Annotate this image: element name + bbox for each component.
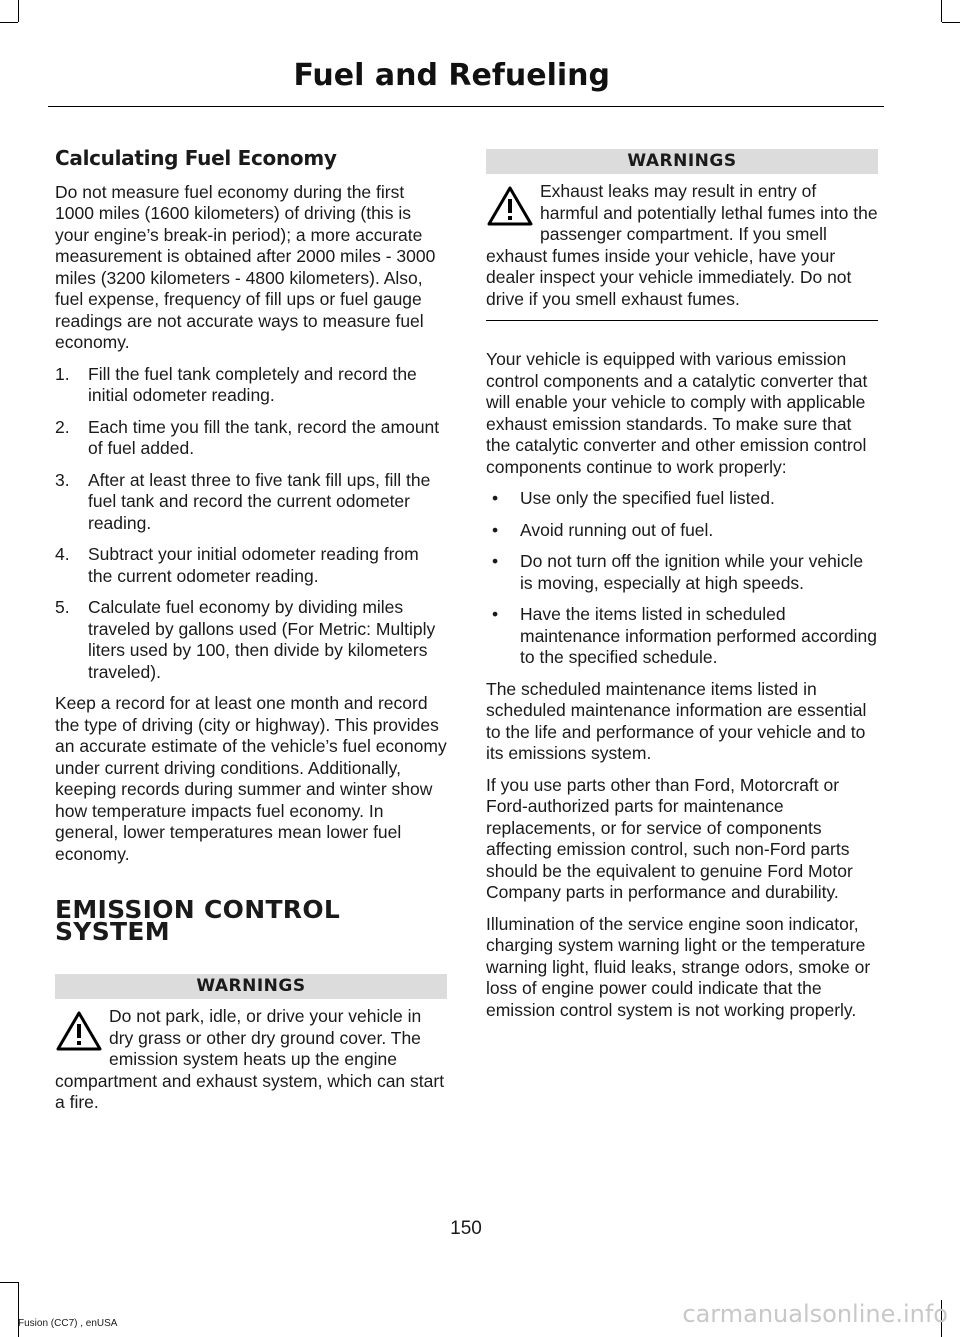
list-item [486,604,878,669]
list-item [55,597,447,683]
list-item [486,551,878,594]
subsection-heading: Calculating Fuel Economy [55,146,337,170]
warning-label: WARNINGS [55,974,447,999]
step-number: 2. [55,416,70,437]
step-text: Calculate fuel economy by dividing miles traveled by gallons used (For Metric: Multiply liters used by 100, then divide by kilometers traveled). [88,597,436,682]
warning-text: Exhaust leaks may result in entry of harmful and potentially lethal fumes into the passenger compartment. If you smell exhaust fumes inside your vehicle, have your dealer inspect your vehicle immediately. Do not drive if you smell exhaust fumes. [486,181,878,309]
bullet-text: Use only the specified fuel listed. [520,488,775,508]
closing-paragraph: Keep a record for at least one month and record the type of driving (city or highway). This provides an accurate estimate of the vehicle’s fuel economy under current driving conditions. Additionally, keeping records during summer and winter show how temperature impacts fuel economy. In general, lower temperatures mean lower fuel economy. [55,693,447,864]
maintenance-paragraph: The scheduled maintenance items listed in scheduled maintenance information are essential to the life and performance of your vehicle and to its emissions system. [486,678,867,763]
step-number: 3. [55,469,70,490]
bullet-icon: • [492,519,499,540]
list-item [486,520,878,542]
bullet-list [486,488,878,669]
step-text: After at least three to five tank fill ups, fill the fuel tank and record the current odometer reading. [88,469,431,533]
warning-text: Do not park, idle, or drive your vehicle in dry grass or other dry ground cover. The emission system heats up the engine compartment and exhaust system, which can start a fire. [55,1006,445,1112]
bullet-text: Avoid running out of fuel. [520,519,714,540]
bullet-icon: • [492,604,499,624]
intro-paragraph: Do not measure fuel economy during the first 1000 miles (1600 kilometers) of driving (this is your engine’s break-in period); a more accurate measurement is obtained after 2000 miles - 3000 miles (3200 kilometers - 4800 kilometers). Also, fuel expense, frequency of fill ups or fuel gauge readings are not accurate ways to measure fuel economy. [55,181,436,352]
left-column [55,144,447,1114]
list-item [55,364,447,407]
header-rule [48,106,884,107]
warning-box [486,149,878,321]
step-number: 5. [55,597,70,617]
list-item [55,470,447,535]
page-number: 150 [450,1218,482,1239]
edition-label: Fusion (CC7) , enUSA [18,1318,118,1329]
bullet-text: Do not turn off the ignition while your vehicle is moving, especially at high speeds. [520,551,864,593]
warning-label: WARNINGS [486,149,878,174]
step-number: 4. [55,544,70,564]
warning-body [486,174,878,310]
indicator-paragraph: Illumination of the service engine soon indicator, charging system warning light or the temperature warning light, fluid leaks, strange odors, smoke or loss of engine power could indicate that the emission control system is not working properly. [486,913,871,1020]
warning-body [55,999,447,1114]
crop-mark [18,0,19,22]
section-title: EMISSION CONTROL SYSTEM [55,895,341,946]
list-item [55,417,447,460]
page-header-title: Fuel and Refueling [293,58,610,93]
list-item [486,488,878,510]
bullet-icon: • [492,488,499,508]
crop-mark [941,0,942,22]
list-item [55,544,447,587]
crop-mark [0,1282,18,1283]
warning-triangle-icon [486,185,534,227]
parts-paragraph: If you use parts other than Ford, Motorcraft or Ford-authorized parts for maintenance replacements, or for service of components affecting emission control, such non-Ford parts should be the equivalent to genuine Ford Motor Company parts in performance and durability. [486,774,853,902]
warning-triangle-icon [55,1010,103,1052]
bullet-icon: • [492,551,499,571]
step-text: Subtract your initial odometer reading from the current odometer reading. [88,544,419,586]
steps-list [55,364,447,684]
crop-mark [942,22,960,23]
step-text: Each time you fill the tank, record the amount of fuel added. [88,416,440,458]
warning-rule [486,320,878,321]
step-number: 1. [55,363,70,384]
intro-paragraph: Your vehicle is equipped with various emission control components and a catalytic converter that will enable your vehicle to comply with applicable exhaust emission standards. To make sure that the catalytic converter and other emission control components continue to work properly: [486,349,868,477]
step-text: Fill the fuel tank completely and record the initial odometer reading. [88,363,417,405]
right-column [486,149,878,1031]
watermark: carmanualsonline.info [682,1300,948,1328]
crop-mark [0,22,18,23]
bullet-text: Have the items listed in scheduled maintenance information performed according to the specified schedule. [520,604,877,667]
warning-box [55,974,447,1114]
